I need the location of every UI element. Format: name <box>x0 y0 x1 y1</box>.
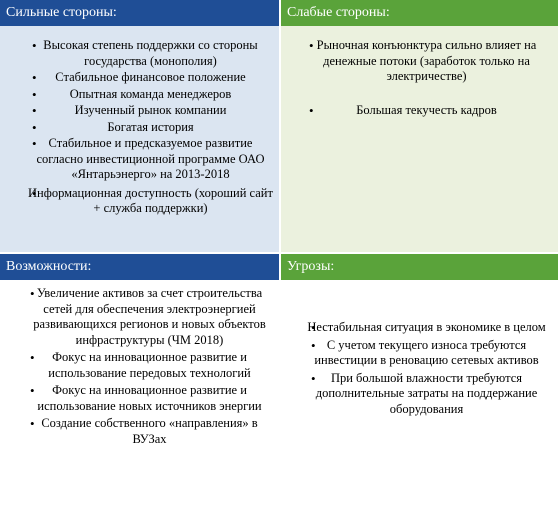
strength-item: • Информационная доступность (хороший сайт + служба поддержки) <box>26 186 275 217</box>
strength-item: • Изученный рынок компании <box>26 103 275 119</box>
threats-body <box>281 280 558 510</box>
opportunity-item: • Фокус на инновационное развитие и использование передовых технологий <box>26 350 273 381</box>
weakness-item: • Рыночная конъюнктура сильно влияет на денежные потоки (заработок только на электричестве) <box>299 38 554 85</box>
strength-item: • Стабильное финансовое положение <box>26 70 275 86</box>
strength-item: • Богатая история <box>26 120 275 136</box>
strengths-list <box>26 38 275 217</box>
opportunities-quadrant <box>0 254 279 510</box>
opportunity-item: • Увеличение активов за счет строительства сетей для обеспечения электроэнергией развивающихся регионов и новых объектов инфраструктуры (ЧМ 2018) <box>26 286 273 348</box>
opportunity-item: • Создание собственного «направления» в ВУЗах <box>26 416 273 447</box>
opportunities-body <box>0 280 279 510</box>
weakness-item: • Большая текучесть кадров <box>299 103 554 119</box>
weaknesses-quadrant <box>281 0 558 252</box>
threats-list <box>299 320 554 417</box>
strength-item: • Опытная команда менеджеров <box>26 87 275 103</box>
strengths-header: Сильные стороны: <box>0 0 279 26</box>
weaknesses-list <box>299 38 554 118</box>
opportunity-item: • Фокус на инновационное развитие и использование новых источников энергии <box>26 383 273 414</box>
weaknesses-body <box>281 26 558 252</box>
opportunities-list <box>26 286 273 447</box>
threats-quadrant <box>281 254 558 510</box>
threat-item: • С учетом текущего износа требуются инвестиции в реновацию сетевых активов <box>299 338 554 369</box>
strengths-quadrant <box>0 0 279 252</box>
strength-item: • Стабильное и предсказуемое развитие согласно инвестиционной программе ОАО «Янтарьэнерго» на 2013-2018 <box>26 136 275 183</box>
threat-item: • Нестабильная ситуация в экономике в целом <box>299 320 554 336</box>
strength-item: • Высокая степень поддержки со стороны государства (монополия) <box>26 38 275 69</box>
strengths-body <box>0 26 279 252</box>
threat-item: • При большой влажности требуются дополнительные затраты на поддержание оборудования <box>299 371 554 418</box>
threats-header: Угрозы: <box>281 254 558 280</box>
opportunities-header: Возможности: <box>0 254 279 280</box>
weaknesses-header: Слабые стороны: <box>281 0 558 26</box>
